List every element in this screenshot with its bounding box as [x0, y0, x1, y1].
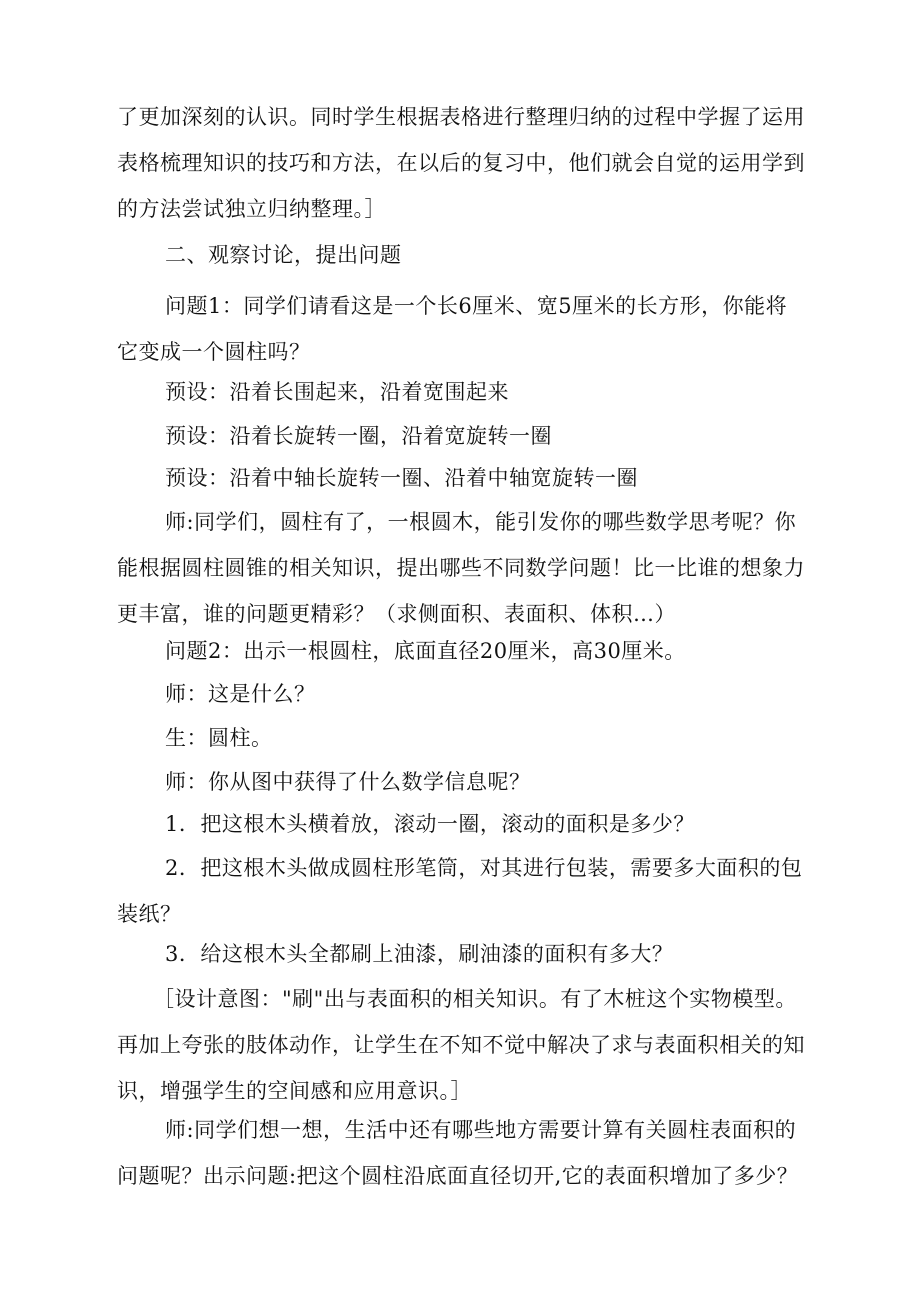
paragraph-teacher-info: 师：你从图中获得了什么数学信息呢？ [165, 770, 531, 794]
paragraph-preset-2: 预设：沿着长旋转一圈，沿着宽旋转一圈 [165, 424, 552, 448]
paragraph-question-2: 问题2：出示一根圆柱，底面直径20厘米，高30厘米。 [165, 639, 686, 663]
list-item-2: 2．把这根木头做成圆柱形笔筒，对其进行包装，需要多大面积的包装纸？ [117, 856, 803, 926]
paragraph-preset-1: 预设：沿着长围起来，沿着宽围起来 [165, 380, 509, 404]
paragraph-question-1: 问题1：同学们请看这是一个长6厘米、宽5厘米的长方形，你能将它变成一个圆柱吗？ [117, 294, 788, 364]
paragraph-teacher-think: 师:同学们想一想，生活中还有哪些地方需要计算有关圆柱表面积的问题呢？出示问题:把这个圆柱沿底面直径切开,它的表面积增加了多少？ [117, 1118, 799, 1188]
paragraph-design-intent: ［设计意图："刷"出与表面积的相关知识。有了木桩这个实物模型。再加上夸张的肢体动作，让学生在不知不觉中解决了求与表面积相关的知识，增强学生的空间感和应用意识。］ [117, 987, 805, 1103]
paragraph-preset-3: 预设：沿着中轴长旋转一圈、沿着中轴宽旋转一圈 [165, 466, 638, 490]
list-item-1: 1．把这根木头横着放，滚动一圈，滚动的面积是多少？ [165, 812, 695, 836]
list-item-3: 3．给这根木头全都刷上油漆，刷油漆的面积有多大？ [165, 942, 674, 966]
paragraph-teacher-what: 师：这是什么？ [165, 682, 316, 706]
paragraph-design-intent-continued: 了更加深刻的认识。同时学生根据表格进行整理归纳的过程中学握了运用表格梳理知识的技巧和方法，在以后的复习中，他们就会自觉的运用学到的方法尝试独立归纳整理。］ [117, 105, 805, 221]
paragraph-student-answer: 生：圆柱。 [165, 726, 273, 750]
paragraph-teacher-prompt: 师:同学们，圆柱有了，一根圆木，能引发你的哪些数学思考呢？你能根据圆柱圆锥的相关知识，提出哪些不同数学问题！比一比谁的想象力更丰富，谁的问题更精彩？（求侧面积、表面积、体积…） [117, 510, 805, 626]
section-heading-observe-discuss: 二、观察讨论，提出问题 [165, 243, 402, 267]
